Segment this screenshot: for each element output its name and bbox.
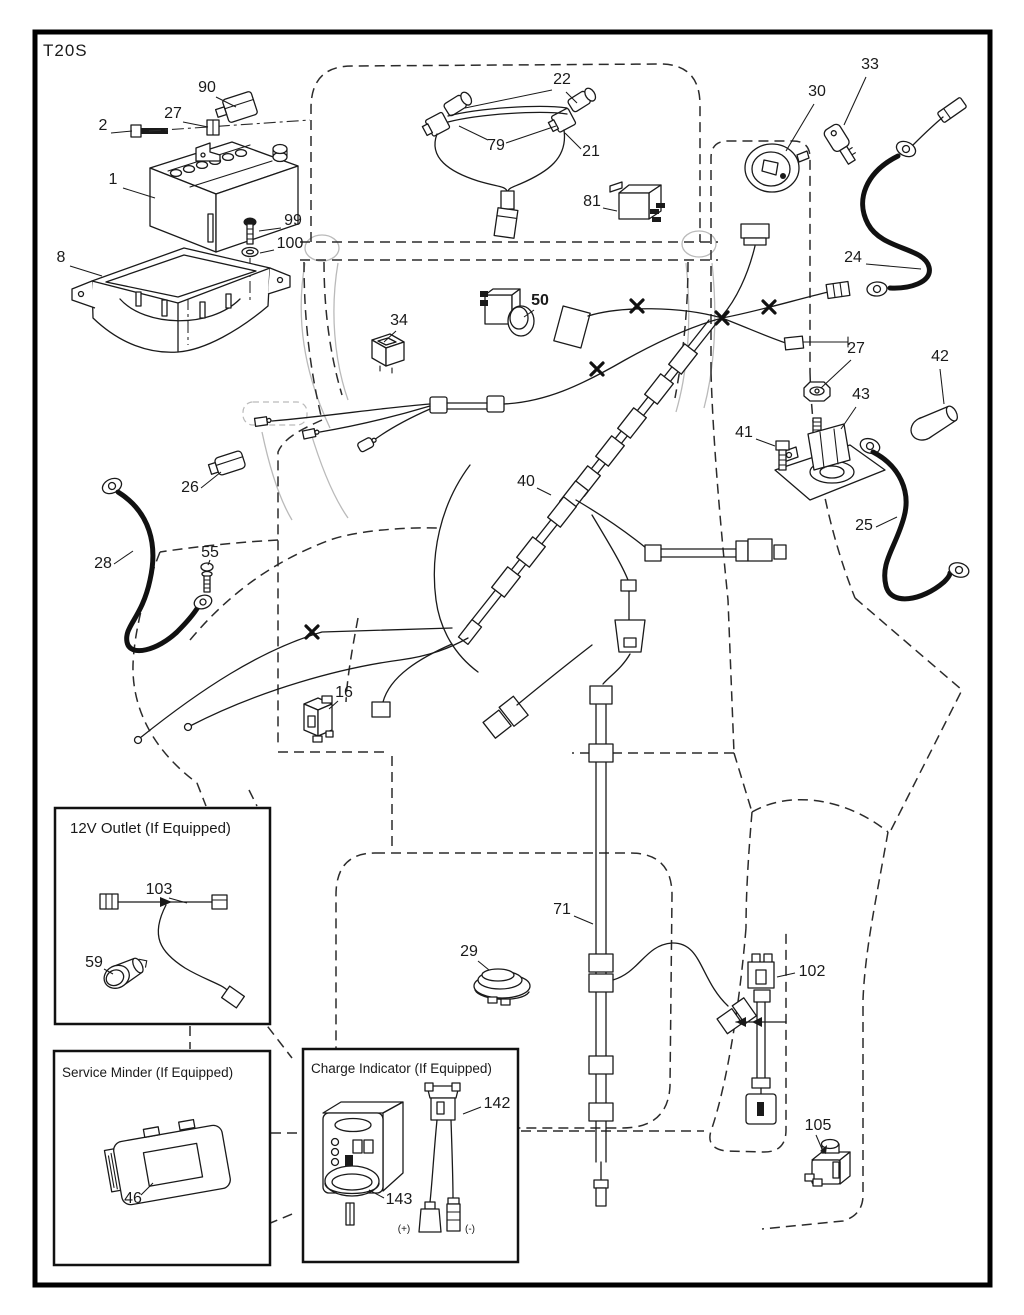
inset-service-minder bbox=[54, 1051, 270, 1265]
part-label-59: 59 bbox=[85, 954, 103, 971]
part-label-50: 50 bbox=[531, 292, 549, 309]
inset-12v-outlet-title: 12V Outlet (If Equipped) bbox=[70, 820, 231, 837]
part-label-34: 34 bbox=[390, 312, 408, 329]
part-label-142: 142 bbox=[483, 1095, 511, 1112]
part-label-26: 26 bbox=[181, 479, 199, 496]
part-label-2: 2 bbox=[98, 117, 108, 134]
plus-terminal-label: (+) bbox=[397, 1224, 411, 1235]
part-label-30: 30 bbox=[808, 83, 826, 100]
part-label-41: 41 bbox=[735, 424, 753, 441]
part-label-27b: 27 bbox=[847, 340, 865, 357]
part-label-27a: 27 bbox=[164, 105, 182, 122]
part-label-28: 28 bbox=[94, 555, 112, 572]
part-label-103: 103 bbox=[145, 881, 173, 898]
part-label-16: 16 bbox=[335, 684, 353, 701]
part-label-102: 102 bbox=[798, 963, 826, 980]
part-label-79: 79 bbox=[487, 137, 505, 154]
part-label-99: 99 bbox=[284, 212, 302, 229]
part-label-21: 21 bbox=[582, 143, 600, 160]
part-label-40: 40 bbox=[517, 473, 535, 490]
part-label-81: 81 bbox=[583, 193, 601, 210]
minus-terminal-label: (-) bbox=[465, 1224, 475, 1235]
connector-stack bbox=[741, 224, 769, 245]
part-label-42: 42 bbox=[931, 348, 949, 365]
inset-12v-outlet bbox=[55, 808, 270, 1024]
part-label-43: 43 bbox=[852, 386, 870, 403]
part-27-spacer bbox=[207, 120, 219, 135]
part-label-90: 90 bbox=[198, 79, 216, 96]
diagram-title: T20S bbox=[43, 41, 88, 60]
part-label-25: 25 bbox=[855, 517, 873, 534]
inset-charge-indicator-title: Charge Indicator (If Equipped) bbox=[311, 1061, 492, 1076]
part-label-71: 71 bbox=[553, 901, 571, 918]
inset-charge-indicator bbox=[303, 1049, 518, 1262]
part-label-29: 29 bbox=[460, 943, 478, 960]
part-label-1: 1 bbox=[108, 171, 118, 188]
inset-service-minder-title: Service Minder (If Equipped) bbox=[62, 1065, 234, 1080]
part-label-55: 55 bbox=[201, 544, 219, 561]
part-label-143: 143 bbox=[385, 1191, 413, 1208]
part-label-22: 22 bbox=[553, 71, 571, 88]
part-label-8: 8 bbox=[56, 249, 66, 266]
part-label-24: 24 bbox=[844, 249, 862, 266]
part-label-33: 33 bbox=[861, 56, 879, 73]
part-label-46: 46 bbox=[124, 1190, 142, 1207]
part-label-100: 100 bbox=[276, 235, 304, 252]
part-label-105: 105 bbox=[804, 1117, 832, 1134]
